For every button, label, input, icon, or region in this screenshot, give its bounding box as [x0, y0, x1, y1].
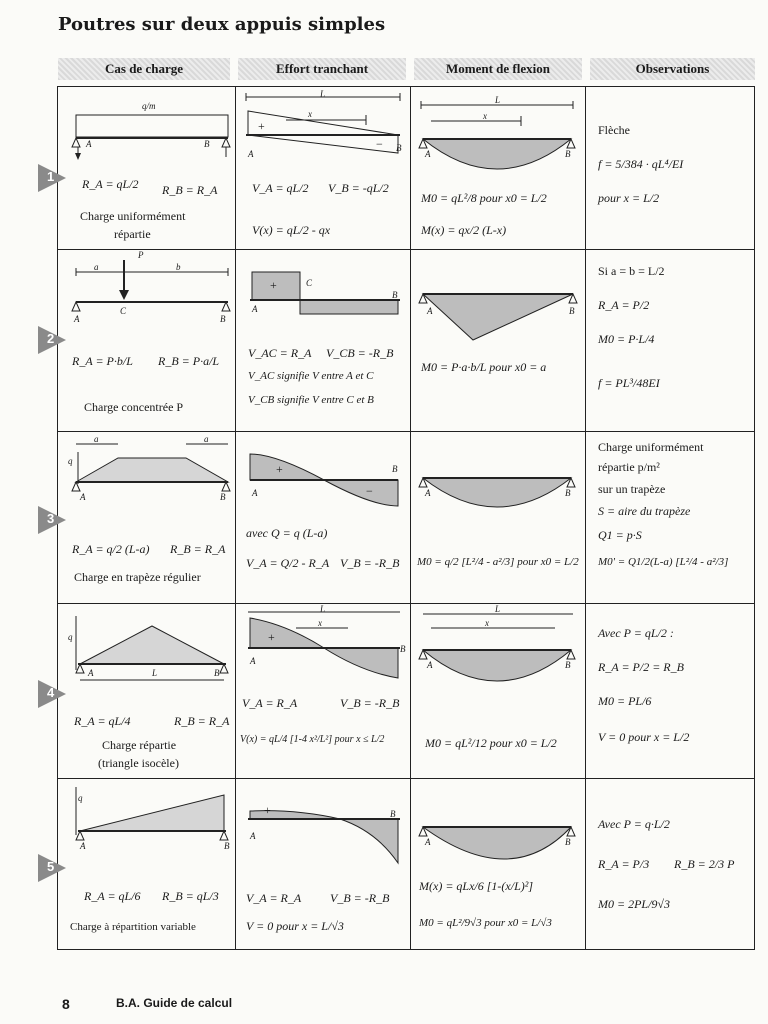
row4-shear-a: A — [250, 656, 256, 666]
row4-shear-length: L — [320, 604, 326, 614]
row4-support-a: A — [88, 668, 94, 678]
row2-shear-f1: V_AC = R_A — [248, 346, 312, 360]
row4-moment-b: B — [565, 660, 571, 670]
row2-shear-f3: V_AC signifie V entre A et C — [248, 370, 374, 382]
row4-load-f4: (triangle isocèle) — [98, 756, 179, 770]
row3-obs-f5: Q1 = p·S — [598, 528, 642, 542]
row3-support-b: B — [220, 492, 226, 502]
row2-obs-f4: f = PL³/48EI — [598, 376, 660, 390]
row4-moment-cell — [411, 604, 585, 778]
row2-dim-p: P — [138, 250, 144, 260]
row4-obs-f1: Avec P = qL/2 : — [598, 626, 674, 640]
header-load-case: Cas de charge — [58, 58, 230, 80]
row3-moment-b: B — [565, 488, 571, 498]
row1-shear-length: L — [320, 89, 326, 99]
row2-obs-cell — [586, 250, 754, 431]
page-number: 8 — [62, 996, 70, 1012]
row3-obs-f6: M0' = Q1/2(L-a) [L²/4 - a²/3] — [598, 556, 729, 568]
row2-marker — [38, 326, 66, 354]
header-observations: Observations — [590, 58, 755, 80]
row3-obs-f4: S = aire du trapèze — [598, 504, 691, 518]
header-shear: Effort tranchant — [238, 58, 406, 80]
row2-dim-b: b — [176, 262, 181, 272]
row5-marker — [38, 854, 66, 882]
row1-load-f3: Charge uniformément — [80, 209, 186, 223]
row4-load-f1: R_A = qL/4 — [74, 714, 131, 728]
row2-load-f1: R_A = P·b/L — [72, 354, 133, 368]
row3-support-a: A — [80, 492, 86, 502]
row4-shear-plus: + — [268, 630, 275, 644]
row3-shear-f1: avec Q = q (L-a) — [246, 526, 328, 540]
row5-support-a: A — [80, 841, 86, 851]
row1-obs-cell — [586, 87, 754, 249]
row4-number: 4 — [47, 685, 55, 700]
row5-obs-f4: M0 = 2PL/9√3 — [598, 897, 671, 911]
row1-load-f4: répartie — [114, 227, 151, 241]
row5-support-b: B — [224, 841, 230, 851]
row1-number: 1 — [47, 169, 55, 184]
row2-moment-f1: M0 = P·a·b/L pour x0 = a — [421, 360, 547, 374]
row5-moment-b: B — [565, 837, 571, 847]
row5-load-cell — [58, 779, 235, 949]
row3-obs-f3: sur un trapèze — [598, 482, 666, 496]
row3-shear-b: B — [392, 464, 398, 474]
row4-load-f3: Charge répartie — [102, 738, 177, 752]
row4-moment-x: x — [485, 618, 489, 628]
row5-moment-a: A — [425, 837, 431, 847]
row3-moment-cell — [411, 432, 585, 603]
row4-moment-f1: M0 = qL²/12 pour x0 = L/2 — [425, 736, 557, 750]
row3-marker — [38, 506, 66, 534]
row2-moment-a: A — [427, 306, 433, 316]
row1-shear-cell — [236, 87, 410, 249]
row3-shear-cell — [236, 432, 410, 603]
row5-shear-a: A — [250, 831, 256, 841]
row3-number: 3 — [47, 511, 55, 526]
row1-shear-plus: + — [258, 119, 265, 133]
row2-support-a: A — [74, 314, 80, 324]
row1-moment-f2: M(x) = qx/2 (L-x) — [421, 223, 507, 237]
row2-shear-f2: V_CB = -R_B — [326, 346, 394, 360]
row4-obs-cell — [586, 604, 754, 778]
row4-load-cell — [58, 604, 235, 778]
row3-load-f3: Charge en trapèze régulier — [74, 570, 201, 584]
row5-shear-f3: V = 0 pour x = L/√3 — [246, 919, 344, 933]
row3-dim-a-right: a — [204, 434, 209, 444]
row5-obs-f2: R_A = P/3 — [598, 857, 650, 871]
row4-shear-b: B — [400, 644, 406, 654]
row5-moment-f2: M0 = qL²/9√3 pour x0 = L/√3 — [419, 917, 552, 929]
row3-load-cell — [58, 432, 235, 603]
row1-shear-a: A — [248, 149, 254, 159]
row3-shear-a: A — [252, 488, 258, 498]
row3-shear-f3: V_B = -R_B — [340, 556, 400, 570]
row4-obs-f3: M0 = PL/6 — [598, 694, 652, 708]
row2-shear-cell — [236, 250, 410, 431]
row5-dim-q: q — [78, 793, 83, 803]
row2-dim-a: a — [94, 262, 99, 272]
row3-obs-f1: Charge uniformément — [598, 440, 704, 454]
row1-shear-x: x — [308, 109, 312, 119]
row3-dim-q: q — [68, 456, 73, 466]
row4-load-f2: R_B = R_A — [174, 714, 230, 728]
row1-marker — [38, 164, 66, 192]
row1-obs-f3: pour x = L/2 — [598, 191, 660, 205]
row1-shear-f1: V_A = qL/2 — [252, 181, 309, 195]
row4-moment-a: A — [427, 660, 433, 670]
row1-obs-f2: f = 5/384 · qL⁴/EI — [598, 157, 684, 171]
row2-obs-f1: Si a = b = L/2 — [598, 264, 665, 278]
row3-shear-plus: + — [276, 462, 283, 476]
row2-moment-b: B — [569, 306, 575, 316]
row4-marker — [38, 680, 66, 708]
row5-load-f1: R_A = qL/6 — [84, 889, 141, 903]
row2-number: 2 — [47, 331, 55, 346]
row1-moment-a: A — [425, 149, 431, 159]
row1-moment-f1: M0 = qL²/8 pour x0 = L/2 — [421, 191, 547, 205]
row1-support-b: B — [204, 139, 210, 149]
row3-load-f2: R_B = R_A — [170, 542, 226, 556]
row4-shear-f2: V_B = -R_B — [340, 696, 400, 710]
row5-obs-f3: R_B = 2/3 P — [674, 857, 735, 871]
row2-support-b: B — [220, 314, 226, 324]
row2-load-f2: R_B = P·a/L — [158, 354, 220, 368]
row5-obs-cell — [586, 779, 754, 949]
row1-load-f1: R_A = qL/2 — [82, 177, 139, 191]
row2-shear-plus: + — [270, 278, 277, 292]
row4-moment-length: L — [495, 604, 501, 614]
row2-shear-b: B — [392, 290, 398, 300]
footer-text: B.A. Guide de calcul — [116, 996, 233, 1010]
row5-load-f2: R_B = qL/3 — [162, 889, 219, 903]
row5-shear-cell — [236, 779, 410, 949]
row1-shear-f2: V_B = -qL/2 — [328, 181, 389, 195]
row5-load-f3: Charge à répartition variable — [70, 921, 196, 933]
header-moment: Moment de flexion — [414, 58, 582, 80]
row1-load-cell — [58, 87, 235, 249]
row4-shear-f1: V_A = R_A — [242, 696, 298, 710]
row4-shear-cell — [236, 604, 410, 778]
row5-moment-f1: M(x) = qLx/6 [1-(x/L)²] — [419, 879, 534, 893]
row3-obs-f2: répartie p/m² — [598, 460, 660, 474]
row3-shear-f2: V_A = Q/2 - R_A — [246, 556, 330, 570]
row4-dim-length: L — [152, 668, 158, 678]
row1-load-f2: R_B = R_A — [162, 183, 218, 197]
row3-moment-f1: M0 = q/2 [L²/4 - a²/3] pour x0 = L/2 — [417, 556, 579, 568]
row4-dim-q: q — [68, 632, 73, 642]
row2-shear-c: C — [306, 278, 313, 288]
row1-moment-x: x — [483, 111, 487, 121]
row1-shear-b: B — [396, 143, 402, 153]
row2-obs-f3: M0 = P·L/4 — [598, 332, 655, 346]
row5-shear-f2: V_B = -R_B — [330, 891, 390, 905]
row3-shear-minus: − — [366, 484, 373, 498]
row2-load-f3: Charge concentrée P — [84, 400, 184, 414]
row3-moment-a: A — [425, 488, 431, 498]
row1-shear-f3: V(x) = qL/2 - qx — [252, 223, 331, 237]
row4-obs-f2: R_A = P/2 = R_B — [598, 660, 684, 674]
row5-number: 5 — [47, 859, 55, 874]
page-title: Poutres sur deux appuis simples — [58, 14, 386, 35]
row4-shear-f3: V(x) = qL/4 [1-4 x²/L²] pour x ≤ L/2 — [240, 734, 385, 745]
row2-load-cell — [58, 250, 235, 431]
row2-moment-cell — [411, 250, 585, 431]
row1-moment-b: B — [565, 149, 571, 159]
row2-shear-f4: V_CB signifie V entre C et B — [248, 394, 374, 406]
row1-shear-minus: − — [376, 137, 383, 151]
row3-load-f1: R_A = q/2 (L-a) — [72, 542, 150, 556]
row1-support-a: A — [86, 139, 92, 149]
row4-shear-x: x — [318, 618, 322, 628]
row5-obs-f1: Avec P = q·L/2 — [598, 817, 670, 831]
beam-table — [57, 86, 755, 950]
row4-support-b: B — [214, 668, 220, 678]
row3-obs-cell — [586, 432, 754, 603]
row5-shear-f1: V_A = R_A — [246, 891, 302, 905]
row1-obs-f1: Flèche — [598, 123, 630, 137]
row2-dim-c: C — [120, 306, 127, 316]
row5-moment-cell — [411, 779, 585, 949]
row5-shear-plus: + — [264, 803, 271, 817]
row1-moment-cell — [411, 87, 585, 249]
row5-shear-b: B — [390, 809, 396, 819]
row2-shear-a: A — [252, 304, 258, 314]
row1-moment-length: L — [495, 95, 501, 105]
row2-obs-f2: R_A = P/2 — [598, 298, 650, 312]
row4-obs-f4: V = 0 pour x = L/2 — [598, 730, 690, 744]
row3-dim-a-left: a — [94, 434, 99, 444]
row1-load-label: q/m — [142, 101, 156, 111]
